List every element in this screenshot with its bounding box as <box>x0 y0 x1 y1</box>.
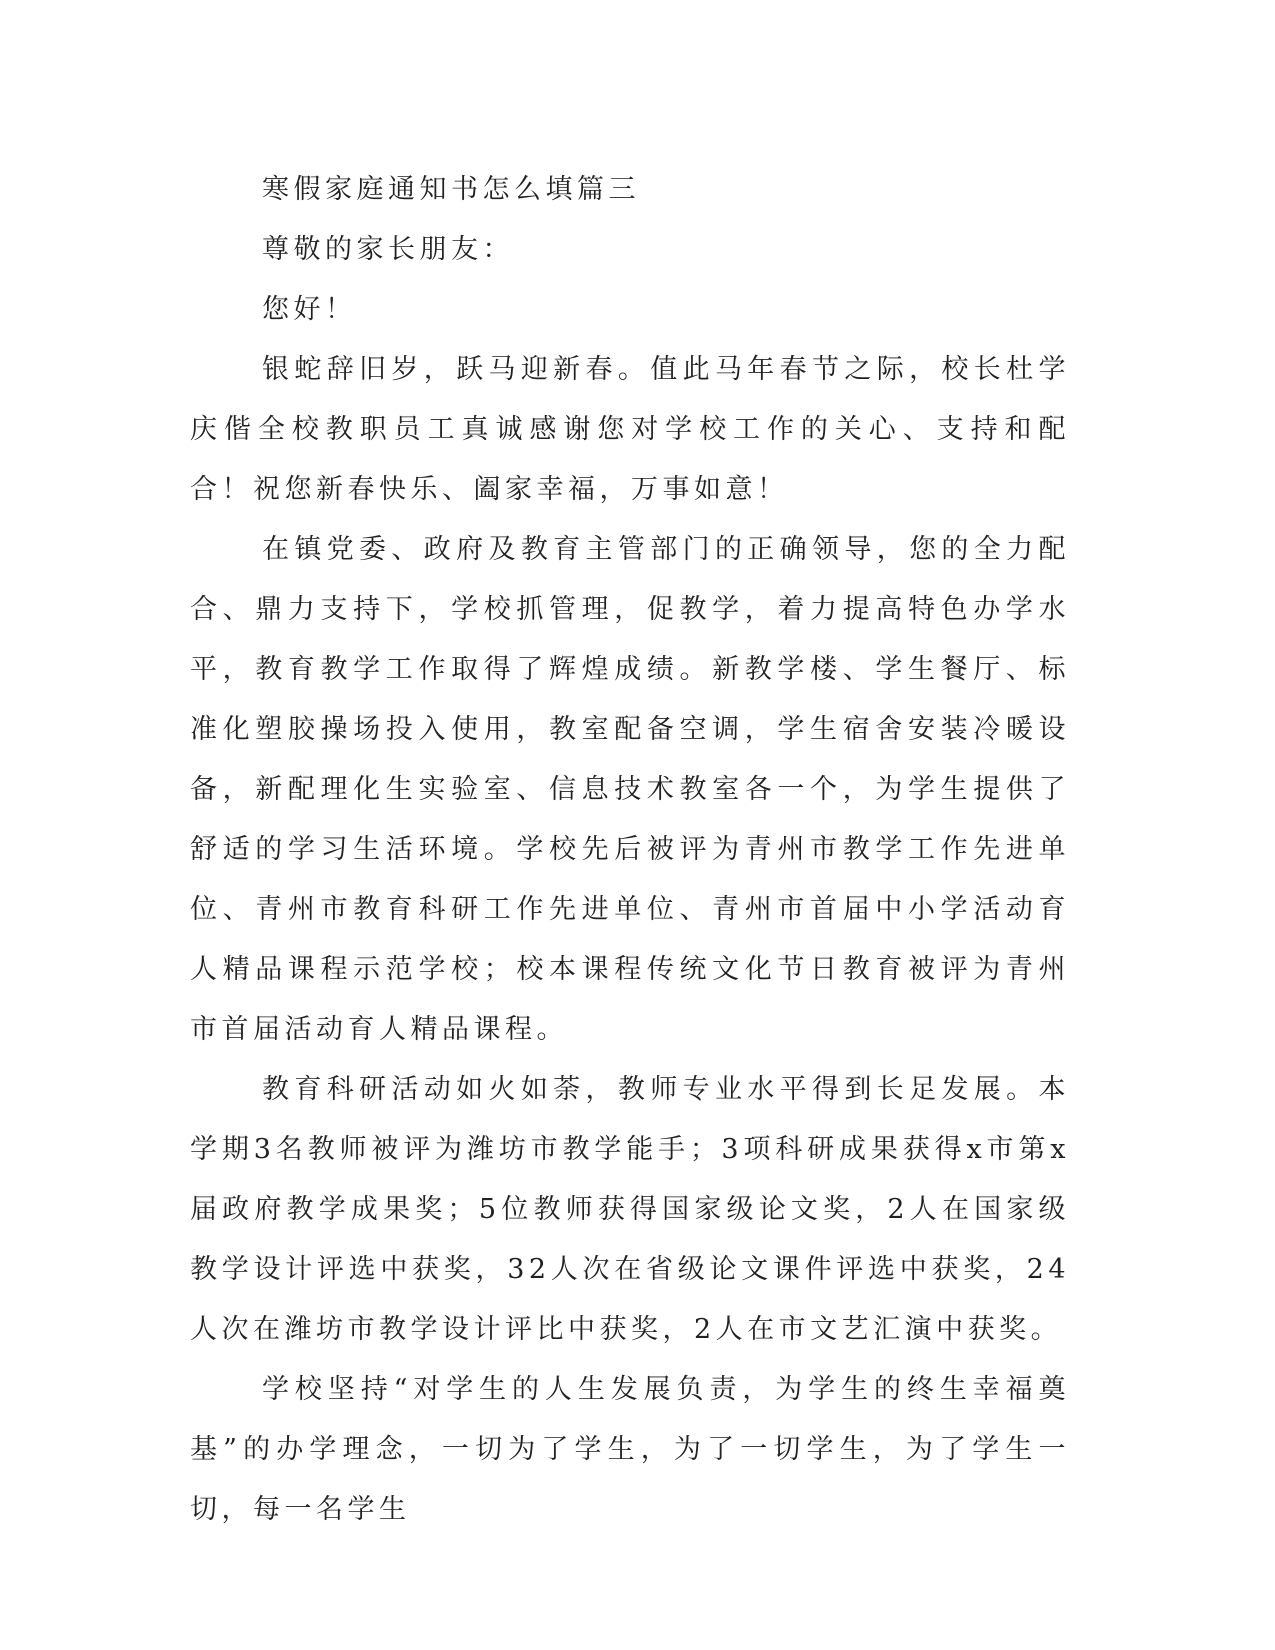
paragraph-teacher-research: 教育科研活动如火如荼，教师专业水平得到长足发展。本学期3名教师被评为潍坊市教学能手；3项科研成果获得x市第x届政府教学成果奖；5位教师获得国家级论文奖，2人在国家级教学设计评选中获奖，32人次在省级论文课件评选中获奖，24人次在潍坊市教学设计评比中获奖，2人在市文艺汇演中获奖。 <box>190 1074 1070 1345</box>
paragraph-school-achievements: 在镇党委、政府及教育主管部门的正确领导，您的全力配合、鼎力支持下，学校抓管理，促教学，着力提高特色办学水平，教育教学工作取得了辉煌成绩。新教学楼、学生餐厅、标准化塑胶操场投入使用，教室配备空调，学生宿舍安装冷暖设备，新配理化生实验室、信息技术教室各一个，为学生提供了舒适的学习生活环境。学校先后被评为青州市教学工作先进单位、青州市教育科研工作先进单位、青州市首届中小学活动育人精品课程示范学校；校本课程传统文化节日教育被评为青州市首届活动育人精品课程。 <box>190 534 1070 1045</box>
document-body <box>190 160 1070 1540</box>
paragraph-new-year-wishes: 银蛇辞旧岁，跃马迎新春。值此马年春节之际，校长杜学庆偕全校教职员工真诚感谢您对学校工作的关心、支持和配合！祝您新春快乐、阖家幸福，万事如意！ <box>190 354 1070 505</box>
salutation: 尊敬的家长朋友： <box>262 234 514 265</box>
greeting: 您好！ <box>262 294 357 325</box>
paragraph-school-philosophy: 学校坚持“对学生的人生发展负责，为学生的终生幸福奠基”的办学理念，一切为了学生，为了一切学生，为了学生一切，每一名学生 <box>190 1374 1070 1525</box>
document-title: 寒假家庭通知书怎么填篇三 <box>262 174 640 205</box>
